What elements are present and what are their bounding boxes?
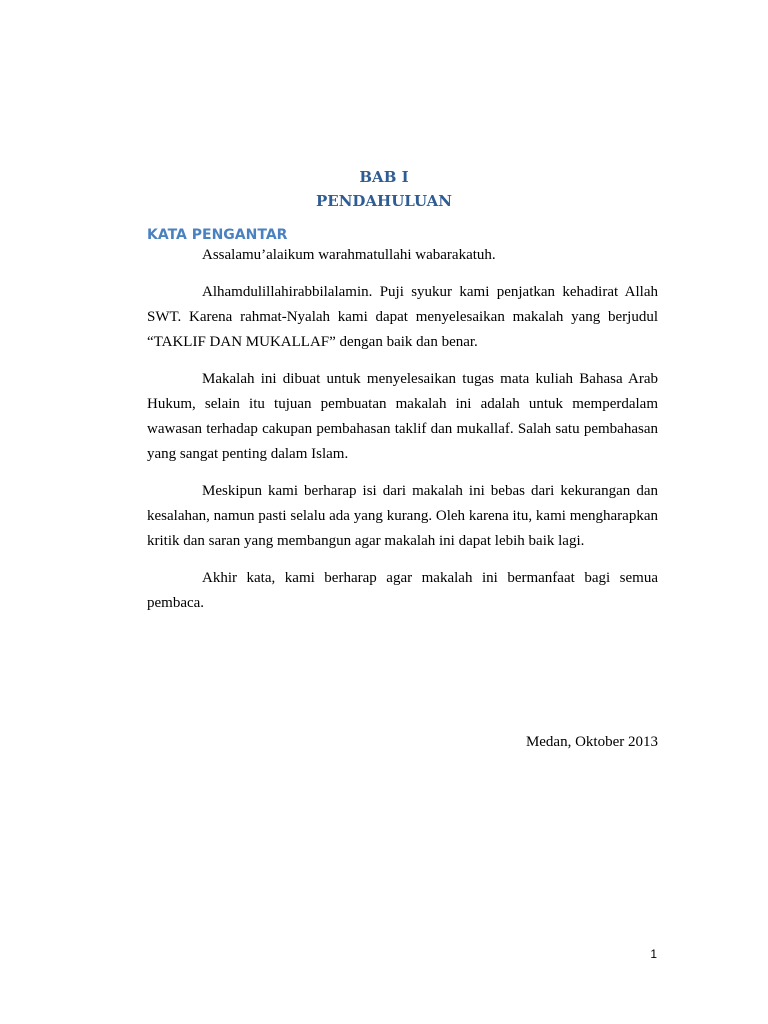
section-heading: KATA PENGANTAR — [147, 227, 288, 243]
paragraph: Meskipun kami berharap isi dari makalah ini bebas dari kekurangan dan kesalahan, namun pasti selalu ada yang kurang. Oleh karena itu, kami mengharapkan kritik dan saran yang membangun agar makalah ini dapat lebih baik lagi. — [147, 483, 658, 549]
body-text — [147, 280, 658, 628]
paragraph: Makalah ini dibuat untuk menyelesaikan tugas mata kuliah Bahasa Arab Hukum, selain itu tujuan pembuatan makalah ini adalah untuk memperdalam wawasan terhadap cakupan pembahasan taklif dan mukallaf. Salah satu pembahasan yang sangat penting dalam Islam. — [147, 371, 658, 462]
greeting-line: Assalamu’alaikum warahmatullahi wabarakatuh. — [202, 247, 496, 263]
place-date: Medan, Oktober 2013 — [525, 734, 658, 750]
page-number: 1 — [650, 947, 657, 961]
chapter-title: PENDAHULUAN — [315, 192, 453, 210]
paragraph: Alhamdulillahirabbilalamin. Puji syukur kami penjatkan kehadirat Allah SWT. Karena rahmat-Nyalah kami dapat menyelesaikan makalah yang berjudul “TAKLIF DAN MUKALLAF” dengan baik dan benar. — [147, 284, 658, 350]
chapter-number: BAB I — [359, 168, 409, 186]
paragraph: Akhir kata, kami berharap agar makalah ini bermanfaat bagi semua pembaca. — [147, 570, 658, 611]
